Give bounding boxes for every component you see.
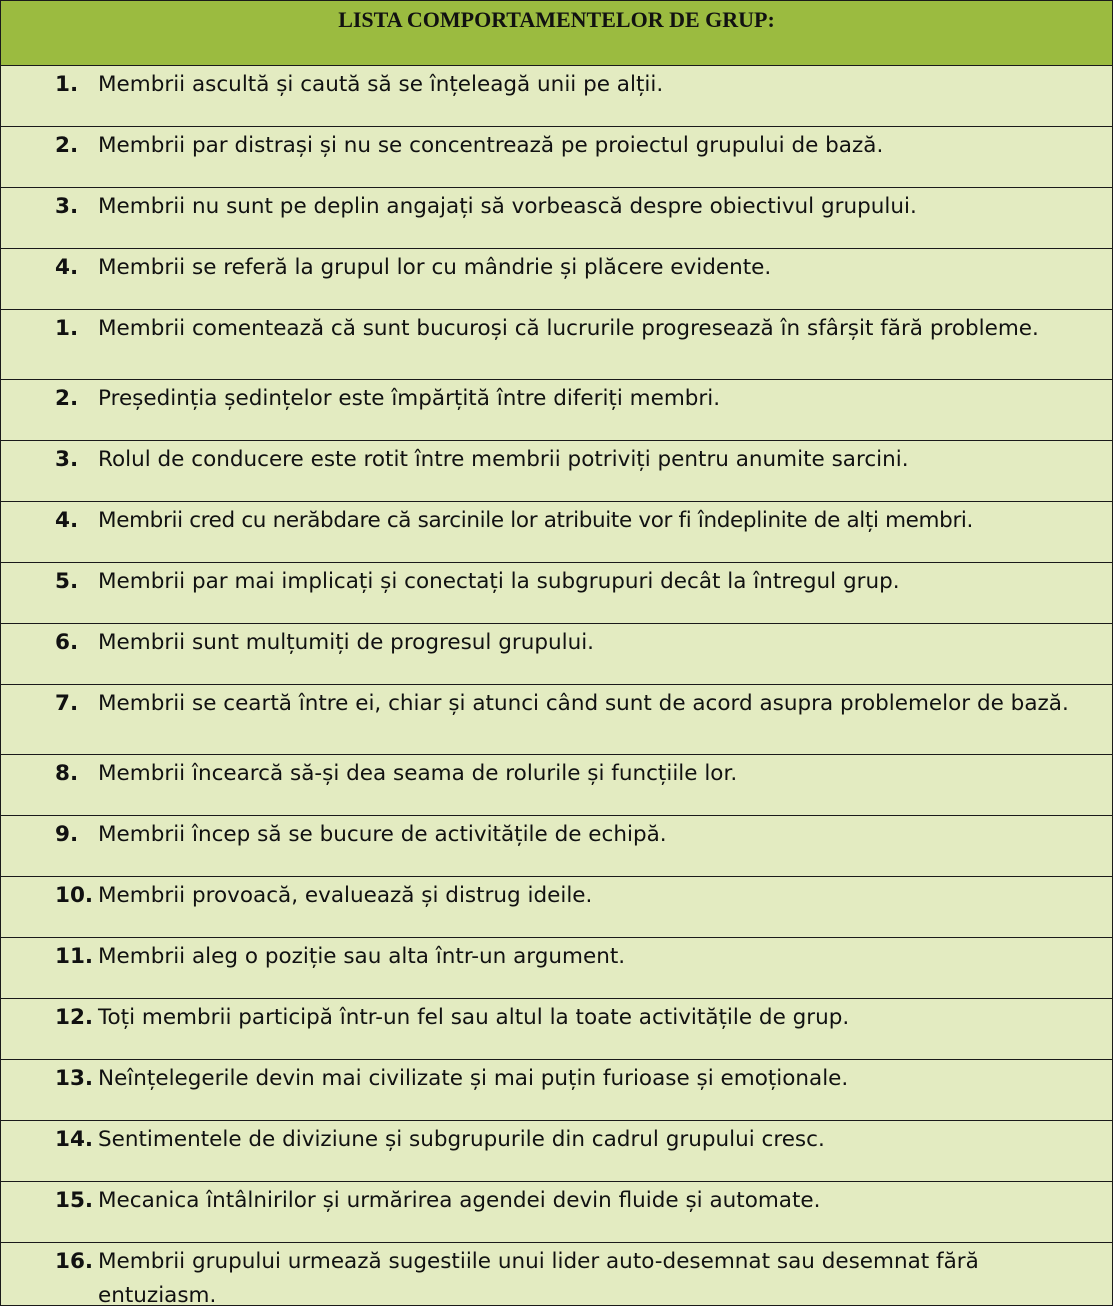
item-number: 12.: [55, 1005, 94, 1030]
table-row: [1, 755, 1112, 816]
item-number: 3.: [55, 194, 79, 219]
item-text: Membrii se ceartă între ei, chiar și atunci când sunt de acord asupra problemelor de bază.: [98, 691, 1069, 716]
table-row: [1, 380, 1112, 441]
item-text: Membrii grupului urmează sugestiile unui lider auto-desemnat sau desemnat fără entuziasm.: [98, 1249, 979, 1308]
item-text: Președinția ședințelor este împărțită între diferiți membri.: [98, 386, 721, 411]
item-text: Membrii provoacă, evaluează și distrug ideile.: [98, 883, 593, 908]
table-row: [1, 127, 1112, 188]
item-text: Membrii sunt mulțumiți de progresul grupului.: [98, 630, 595, 655]
table-row: [1, 1060, 1112, 1121]
item-number: 10.: [55, 883, 94, 908]
table-row: [1, 816, 1112, 877]
table-row: [1, 685, 1112, 755]
item-text: Toți membrii participă într-un fel sau altul la toate activitățile de grup.: [98, 1005, 850, 1030]
item-number: 2.: [55, 386, 79, 411]
item-number: 1.: [55, 316, 79, 341]
table-title: LISTA COMPORTAMENTELOR DE GRUP:: [338, 7, 775, 32]
table-row: [1, 1182, 1112, 1243]
table-row: [1, 310, 1112, 380]
table-row: [1, 999, 1112, 1060]
item-number: 1.: [55, 72, 79, 97]
item-text: Membrii nu sunt pe deplin angajați să vorbească despre obiectivul grupului.: [98, 194, 917, 219]
item-number: 3.: [55, 447, 79, 472]
item-number: 16.: [55, 1249, 94, 1274]
item-text: Mecanica întâlnirilor și urmărirea agendei devin fluide și automate.: [98, 1188, 821, 1213]
table-row: [1, 441, 1112, 502]
item-number: 11.: [55, 944, 94, 969]
item-text: Neînțelegerile devin mai civilizate și mai puțin furioase și emoționale.: [98, 1066, 849, 1091]
item-text: Membrii par distrași și nu se concentrează pe proiectul grupului de bază.: [98, 133, 884, 158]
item-text: Sentimentele de diviziune și subgrupurile din cadrul grupului cresc.: [98, 1127, 825, 1152]
item-text: Membrii se referă la grupul lor cu mândrie și plăcere evidente.: [98, 255, 772, 280]
table-row: [1, 66, 1112, 127]
item-text: Membrii încep să se bucure de activitățile de echipă.: [98, 822, 667, 847]
table-row: [1, 938, 1112, 999]
item-text: Membrii ascultă și caută să se înțeleagă unii pe alții.: [98, 72, 664, 97]
table-row: [1, 624, 1112, 685]
table-row: [1, 249, 1112, 310]
item-text: Membrii aleg o poziție sau alta într-un argument.: [98, 944, 626, 969]
table-row: [1, 563, 1112, 624]
item-number: 8.: [55, 761, 79, 786]
item-number: 5.: [55, 569, 79, 594]
item-number: 9.: [55, 822, 79, 847]
item-number: 2.: [55, 133, 79, 158]
item-text: Membrii încearcă să-și dea seama de rolurile și funcțiile lor.: [98, 761, 738, 786]
item-number: 4.: [55, 255, 79, 280]
item-number: 14.: [55, 1127, 94, 1152]
table-row: [1, 502, 1112, 563]
item-text: Membrii comentează că sunt bucuroși că lucrurile progresează în sfârșit fără probleme.: [98, 316, 1039, 341]
item-number: 7.: [55, 691, 79, 716]
table-row: [1, 877, 1112, 938]
item-number: 4.: [55, 508, 79, 533]
item-text: Membrii par mai implicați și conectați la subgrupuri decât la întregul grup.: [98, 569, 900, 594]
table-row: [1, 1243, 1112, 1308]
item-number: 15.: [55, 1188, 94, 1213]
table-row: [1, 1121, 1112, 1182]
table-row: [1, 188, 1112, 249]
item-text: Membrii cred cu nerăbdare că sarcinile lor atribuite vor fi îndeplinite de alți membri.: [98, 508, 974, 533]
item-number: 13.: [55, 1066, 94, 1091]
item-text: Rolul de conducere este rotit între membrii potriviți pentru anumite sarcini.: [98, 447, 909, 472]
item-number: 6.: [55, 630, 79, 655]
table-header: [1, 1, 1112, 66]
